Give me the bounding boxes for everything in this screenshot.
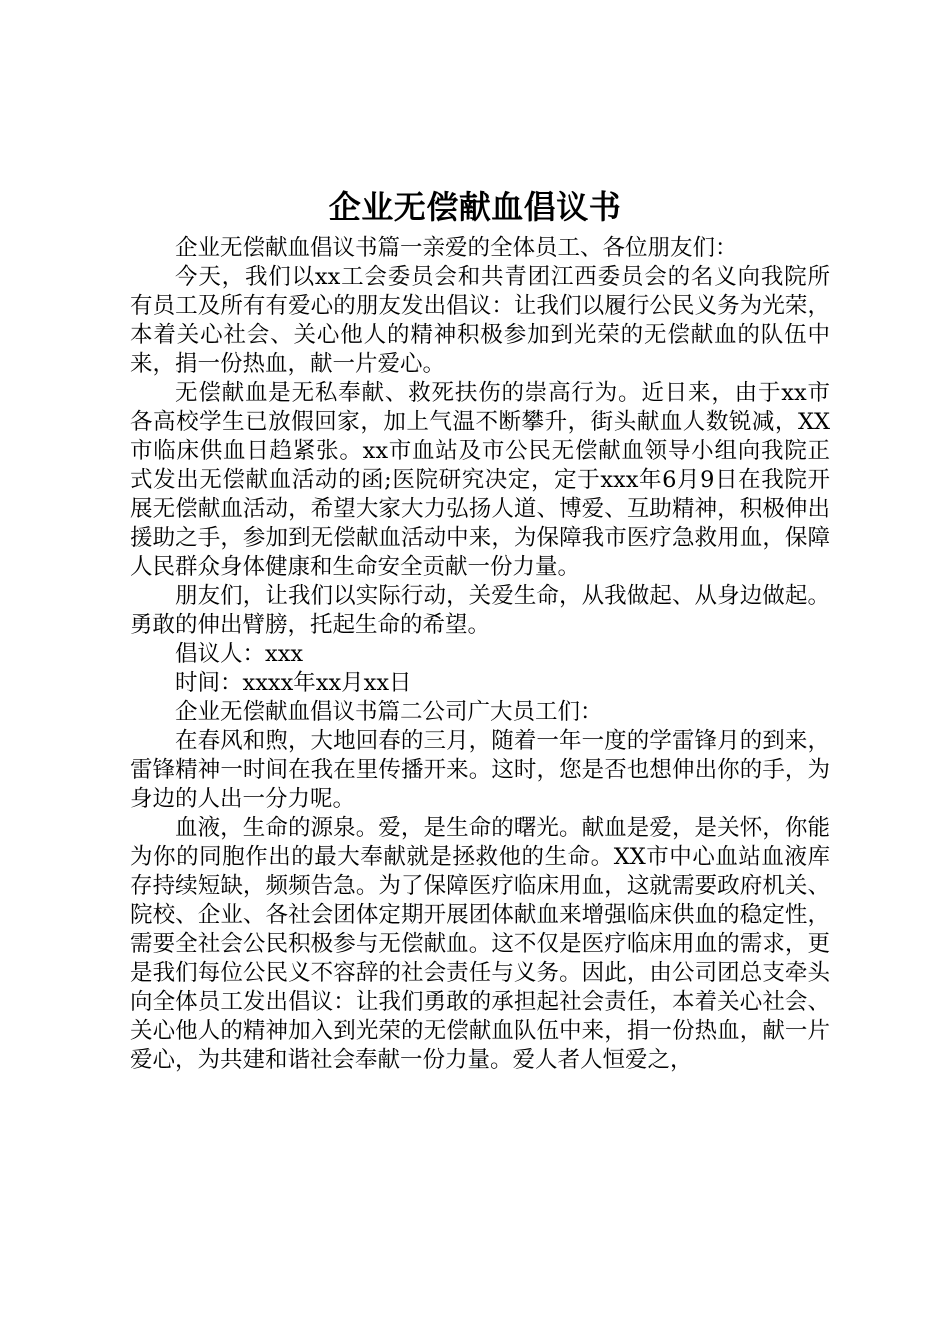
document-body xyxy=(130,234,830,1075)
paragraph-background-1: 无偿献血是无私奉献、救死扶伤的崇高行为。近日来，由于xx市各高校学生已放假回家，加上气温不断攀升，街头献血人数锐减，XX市临床供血日趋紧张。xx市血站及市公民无偿献血领导小组向我院正式发出无偿献血活动的函;医院研究决定，定于xxx年6月9日在我院开展无偿献血活动，希望大家大力弘扬人道、博爱、互助精神，积极伸出援助之手，参加到无偿献血活动中来，为保障我市医疗急救用血，保障人民群众身体健康和生命安全贡献一份力量。 xyxy=(130,380,830,580)
paragraph-initiative-1: 今天，我们以xx工会委员会和共青团江西委员会的名义向我院所有员工及所有有爱心的朋友发出倡议：让我们以履行公民义务为光荣，本着关心社会、关心他人的精神积极参加到光荣的无偿献血的队伍中来，捐一份热血，献一片爱心。 xyxy=(130,264,830,377)
paragraph-initiative-2: 血液，生命的源泉。爱，是生命的曙光。献血是爱，是关怀，你能为你的同胞作出的最大奉献就是拯救他的生命。XX市中心血站血液库存持续短缺，频频告急。为了保障医疗临床用血，这就需要政府机关、院校、企业、各社会团体定期开展团体献血来增强临床供血的稳定性，需要全社会公民积极参与无偿献血。这不仅是医疗临床用血的需求，更是我们每位公民义不容辞的社会责任与义务。因此，由公司团总支牵头向全体员工发出倡议：让我们勇敢的承担起社会责任，本着关心社会、关心他人的精神加入到光荣的无偿献血队伍中来，捐一份热血，献一片爱心，为共建和谐社会奉献一份力量。爱人者人恒爱之， xyxy=(130,815,830,1073)
paragraph-intro-2: 在春风和煦，大地回春的三月，随着一年一度的学雷锋月的到来，雷锋精神一时间在我在里传播开来。这时，您是否也想伸出你的手，为身边的人出一分力呢。 xyxy=(130,728,830,812)
paragraph-greeting-1: 企业无偿献血倡议书篇一亲爱的全体员工、各位朋友们： xyxy=(175,235,738,261)
paragraph-call-to-action: 朋友们，让我们以实际行动，关爱生命，从我做起、从身边做起。勇敢的伸出臂膀，托起生命的希望。 xyxy=(130,583,830,638)
document-title: 企业无偿献血倡议书 xyxy=(328,188,622,226)
paragraph-greeting-2: 企业无偿献血倡议书篇二公司广大员工们： xyxy=(175,699,603,725)
paragraph-date: 时间：xxxx年xx月xx日 xyxy=(175,670,412,696)
paragraph-initiator: 倡议人：xxx xyxy=(175,641,304,667)
